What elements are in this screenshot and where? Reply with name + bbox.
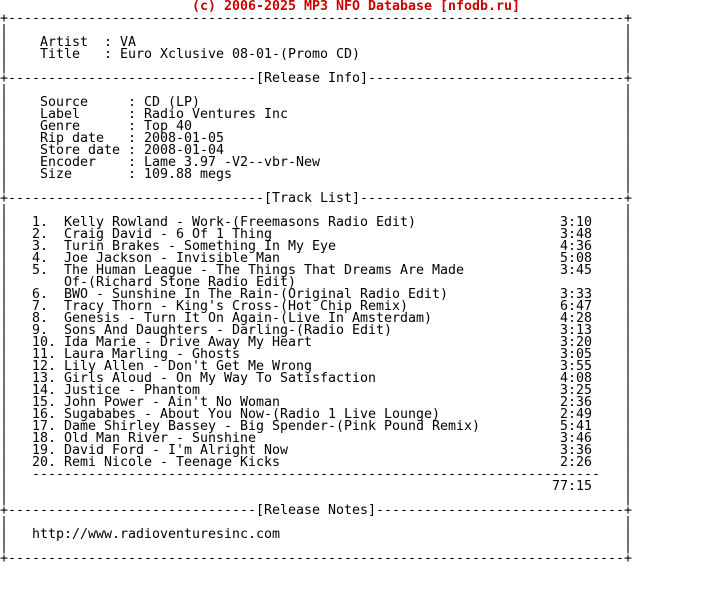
- separator: :: [128, 95, 136, 110]
- track-title: Remi Nicole - Teenage Kicks: [64, 455, 280, 470]
- frame-edge: |: [0, 239, 8, 254]
- frame-edge: |: [624, 59, 632, 74]
- frame-edge: |: [624, 323, 632, 338]
- track-title: Joe Jackson - Invisible Man: [64, 251, 280, 266]
- frame-edge: |: [0, 47, 8, 62]
- frame-border: -------------------------------+: [376, 503, 632, 518]
- frame-edge: |: [0, 155, 8, 170]
- track-number: 8.: [32, 311, 48, 326]
- frame-border: +-----------------------------------------------------------------------------+: [0, 11, 632, 26]
- frame-edge: |: [624, 479, 632, 494]
- frame-edge: |: [624, 395, 632, 410]
- track-number: 6.: [32, 287, 48, 302]
- release-info-value: CD (LP): [144, 95, 200, 110]
- track-number: 3.: [32, 239, 48, 254]
- track-number: 16.: [32, 407, 56, 422]
- total-rule: -----------------------------------------------------------------------: [32, 467, 600, 482]
- frame-edge: |: [624, 215, 632, 230]
- track-title: Sons And Daughters - Darling-(Radio Edit): [64, 323, 392, 338]
- track-title: Turin Brakes - Something In My Eye: [64, 239, 336, 254]
- section-title-track-list: [Track List]: [264, 191, 360, 206]
- track-time: 3:10: [560, 215, 592, 230]
- frame-edge: |: [0, 23, 8, 38]
- track-time: 6:47: [560, 299, 592, 314]
- separator: :: [104, 35, 112, 50]
- frame-edge: |: [0, 299, 8, 314]
- frame-border: +-------------------------------: [0, 71, 256, 86]
- frame-edge: |: [624, 407, 632, 422]
- track-number: 10.: [32, 335, 56, 350]
- frame-edge: |: [0, 143, 8, 158]
- frame-edge: |: [0, 407, 8, 422]
- frame-edge: |: [0, 467, 8, 482]
- frame-edge: |: [0, 359, 8, 374]
- frame-edge: |: [0, 527, 8, 542]
- track-number: 14.: [32, 383, 56, 398]
- frame-edge: |: [624, 251, 632, 266]
- frame-edge: |: [624, 47, 632, 62]
- track-time: 3:33: [560, 287, 592, 302]
- track-time: 2:49: [560, 407, 592, 422]
- frame-edge: |: [624, 35, 632, 50]
- section-title-release-info: [Release Info]: [256, 71, 368, 86]
- frame-edge: |: [624, 275, 632, 290]
- frame-edge: |: [0, 383, 8, 398]
- track-title: Tracy Thorn - King's Cross-(Hot Chip Remix): [64, 299, 408, 314]
- release-info-label: Encoder: [40, 155, 96, 170]
- frame-edge: |: [624, 239, 632, 254]
- track-number: 17.: [32, 419, 56, 434]
- site-header: (c) 2006-2025 MP3 NFO Database [nfodb.ru]: [192, 0, 520, 14]
- frame-edge: |: [624, 23, 632, 38]
- track-time: 3:13: [560, 323, 592, 338]
- frame-border: ---------------------------------+: [360, 191, 632, 206]
- track-title: Lily Allen - Don't Get Me Wrong: [64, 359, 312, 374]
- frame-edge: |: [624, 95, 632, 110]
- frame-edge: |: [624, 371, 632, 386]
- section-title-release-notes: [Release Notes]: [256, 503, 376, 518]
- frame-edge: |: [0, 515, 8, 530]
- track-number: 2.: [32, 227, 48, 242]
- frame-edge: |: [0, 395, 8, 410]
- frame-edge: |: [624, 455, 632, 470]
- frame-edge: |: [624, 383, 632, 398]
- frame-edge: |: [624, 443, 632, 458]
- frame-edge: |: [0, 119, 8, 134]
- frame-border: +--------------------------------: [0, 191, 264, 206]
- separator: :: [128, 131, 136, 146]
- release-info-label: Source: [40, 95, 88, 110]
- track-number: 19.: [32, 443, 56, 458]
- frame-edge: |: [0, 59, 8, 74]
- track-title: John Power - Ain't No Woman: [64, 395, 280, 410]
- frame-edge: |: [624, 539, 632, 554]
- track-number: 18.: [32, 431, 56, 446]
- frame-edge: |: [0, 419, 8, 434]
- track-title: Craig David - 6 Of 1 Thing: [64, 227, 272, 242]
- frame-edge: |: [0, 323, 8, 338]
- frame-edge: |: [624, 83, 632, 98]
- track-time: 4:36: [560, 239, 592, 254]
- track-time: 3:48: [560, 227, 592, 242]
- release-info-value: 2008-01-04: [144, 143, 224, 158]
- frame-edge: |: [0, 251, 8, 266]
- separator: :: [128, 143, 136, 158]
- frame-edge: |: [0, 83, 8, 98]
- frame-edge: |: [624, 419, 632, 434]
- track-title: Kelly Rowland - Work-(Freemasons Radio Edit): [64, 215, 416, 230]
- frame-edge: |: [0, 131, 8, 146]
- frame-edge: |: [0, 203, 8, 218]
- frame-edge: |: [0, 539, 8, 554]
- track-title-continued: Of-(Richard Stone Radio Edit): [64, 275, 296, 290]
- track-time: 5:41: [560, 419, 592, 434]
- track-number: 20.: [32, 455, 56, 470]
- frame-border: +-----------------------------------------------------------------------------+: [0, 551, 632, 566]
- track-time: 3:25: [560, 383, 592, 398]
- frame-edge: |: [0, 107, 8, 122]
- frame-edge: |: [0, 431, 8, 446]
- frame-border: +-------------------------------: [0, 503, 256, 518]
- track-title: Sugababes - About You Now-(Radio 1 Live Lounge): [64, 407, 440, 422]
- frame-edge: |: [0, 263, 8, 278]
- release-info-label: Size: [40, 167, 72, 182]
- track-number: 1.: [32, 215, 48, 230]
- title-value: Euro Xclusive 08-01-(Promo CD): [120, 47, 360, 62]
- track-title: Girls Aloud - On My Way To Satisfaction: [64, 371, 376, 386]
- frame-edge: |: [624, 131, 632, 146]
- release-info-value: 109.88 megs: [144, 167, 232, 182]
- frame-edge: |: [624, 227, 632, 242]
- track-time: 3:55: [560, 359, 592, 374]
- track-title: Ida Marie - Drive Away My Heart: [64, 335, 312, 350]
- track-number: 9.: [32, 323, 48, 338]
- track-number: 7.: [32, 299, 48, 314]
- track-title: Genesis - Turn It On Again-(Live In Amsterdam): [64, 311, 432, 326]
- release-info-value: Lame 3.97 -V2--vbr-New: [144, 155, 320, 170]
- frame-edge: |: [0, 491, 8, 506]
- track-time: 3:46: [560, 431, 592, 446]
- track-title: BWO - Sunshine In The Rain-(Original Radio Edit): [64, 287, 448, 302]
- title-label: Title: [40, 47, 80, 62]
- separator: :: [128, 155, 136, 170]
- track-title: The Human League - The Things That Dreams Are Made: [64, 263, 464, 278]
- frame-edge: |: [624, 155, 632, 170]
- artist-label: Artist: [40, 35, 88, 50]
- frame-edge: |: [0, 95, 8, 110]
- frame-edge: |: [624, 203, 632, 218]
- track-number: 12.: [32, 359, 56, 374]
- frame-edge: |: [624, 467, 632, 482]
- track-time: 3:36: [560, 443, 592, 458]
- release-info-value: Radio Ventures Inc: [144, 107, 288, 122]
- frame-edge: |: [624, 491, 632, 506]
- frame-edge: |: [0, 455, 8, 470]
- release-info-label: Genre: [40, 119, 80, 134]
- artist-value: VA: [120, 35, 136, 50]
- track-number: 11.: [32, 347, 56, 362]
- total-time: 77:15: [552, 479, 592, 494]
- frame-edge: |: [0, 311, 8, 326]
- track-time: 4:08: [560, 371, 592, 386]
- track-title: David Ford - I'm Alright Now: [64, 443, 288, 458]
- frame-edge: |: [624, 179, 632, 194]
- track-number: 5.: [32, 263, 48, 278]
- track-time: 3:20: [560, 335, 592, 350]
- release-info-value: Top 40: [144, 119, 192, 134]
- frame-edge: |: [624, 287, 632, 302]
- frame-edge: |: [0, 167, 8, 182]
- frame-edge: |: [0, 179, 8, 194]
- release-info-label: Label: [40, 107, 80, 122]
- track-time: 3:05: [560, 347, 592, 362]
- frame-edge: |: [624, 527, 632, 542]
- frame-edge: |: [624, 107, 632, 122]
- release-notes-url: http://www.radioventuresinc.com: [32, 527, 280, 542]
- frame-edge: |: [0, 347, 8, 362]
- track-number: 15.: [32, 395, 56, 410]
- track-title: Laura Marling - Ghosts: [64, 347, 240, 362]
- track-title: Dame Shirley Bassey - Big Spender-(Pink Pound Remix): [64, 419, 480, 434]
- frame-edge: |: [0, 227, 8, 242]
- separator: :: [128, 119, 136, 134]
- frame-edge: |: [624, 515, 632, 530]
- frame-edge: |: [0, 335, 8, 350]
- separator: :: [128, 167, 136, 182]
- track-number: 4.: [32, 251, 48, 266]
- separator: :: [104, 47, 112, 62]
- frame-edge: |: [0, 287, 8, 302]
- frame-edge: |: [0, 443, 8, 458]
- frame-edge: |: [624, 167, 632, 182]
- track-time: 3:45: [560, 263, 592, 278]
- frame-edge: |: [624, 347, 632, 362]
- frame-edge: |: [624, 119, 632, 134]
- frame-edge: |: [624, 311, 632, 326]
- track-title: Justice - Phantom: [64, 383, 200, 398]
- track-time: 2:36: [560, 395, 592, 410]
- frame-edge: |: [0, 479, 8, 494]
- frame-edge: |: [624, 335, 632, 350]
- track-title: Old Man River - Sunshine: [64, 431, 256, 446]
- frame-edge: |: [624, 263, 632, 278]
- track-time: 5:08: [560, 251, 592, 266]
- separator: :: [128, 107, 136, 122]
- frame-edge: |: [0, 275, 8, 290]
- release-info-value: 2008-01-05: [144, 131, 224, 146]
- frame-edge: |: [624, 143, 632, 158]
- frame-edge: |: [0, 215, 8, 230]
- track-time: 4:28: [560, 311, 592, 326]
- frame-edge: |: [624, 359, 632, 374]
- release-info-label: Rip date: [40, 131, 104, 146]
- release-info-label: Store date: [40, 143, 120, 158]
- frame-border: --------------------------------+: [368, 71, 632, 86]
- frame-edge: |: [0, 371, 8, 386]
- frame-edge: |: [624, 299, 632, 314]
- frame-edge: |: [624, 431, 632, 446]
- track-number: 13.: [32, 371, 56, 386]
- track-time: 2:26: [560, 455, 592, 470]
- frame-edge: |: [0, 35, 8, 50]
